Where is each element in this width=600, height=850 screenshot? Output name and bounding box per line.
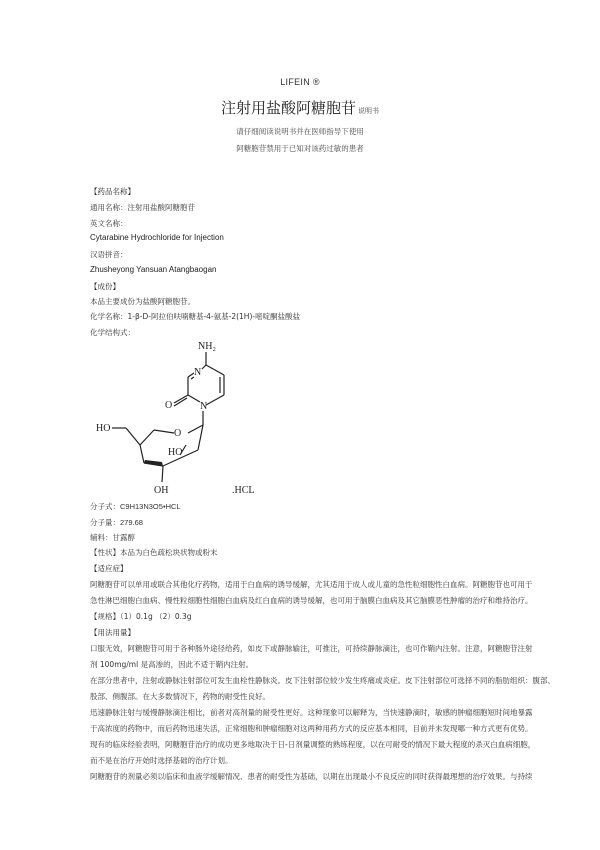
pinyin-label: 汉语拼音： — [90, 250, 128, 259]
indications-heading: 【适应症】 — [90, 564, 128, 573]
brand-name: LIFEIN ® — [280, 77, 320, 87]
dosage-line-4: 股部、侧腹部。在大多数情况下，药物的耐受性良好。 — [90, 692, 270, 701]
hcl-label: .HCL — [232, 485, 255, 496]
dosage-line-8: 而不是在治疗开始时选择基础的治疗计划。 — [90, 756, 233, 765]
ring-nitrogen-upper: N — [194, 367, 202, 378]
indications-line-2: 急性淋巴细胞白血病、慢性粒细胞性细胞白血病及红白血病的诱导缓解，也可用于脑膜白血病及其它脑膜恶性肿瘤的治疗和维持治疗。 — [90, 596, 533, 605]
amino-group-label: NH₂ — [198, 341, 216, 352]
dosage-line-3: 在部分患者中，注射或静脉注射部位可发生血栓性静脉炎。皮下注射部位较少发生疼痛或炎症。皮下注射部位可选择不同的脂肪组织：腹部、 — [90, 676, 555, 685]
composition-heading: 【成份】 — [90, 282, 120, 291]
specs — [90, 611, 192, 622]
hydroxyl-left: HO — [96, 423, 111, 434]
generic-name-label: 通用名称： — [90, 203, 128, 212]
specs-heading: 【规格】 — [90, 612, 120, 621]
specs-text: （1）0.1g （2）0.3g — [120, 612, 192, 621]
ring-nitrogen-lower: N — [200, 401, 208, 412]
formula-value: C9H13N3O5•HCL — [120, 502, 181, 511]
pinyin-value: Zhusheyong Yansuan Atangbaogan — [90, 265, 217, 274]
formula-label: 分子式： — [90, 502, 120, 511]
hydroxyl-right: HO — [168, 447, 183, 458]
chemical-name-value: 1-β-D-阿拉伯呋喃糖基-4-氨基-2(1H)-嘧啶酮盐酸盐 — [127, 312, 301, 321]
dosage-line-6: 于高浓度的药物中，而后药物迅速失活，正常细胞和肿瘤细胞对这两种用药方式的反应基本相同，目前并未发现哪一种方式更有优势。 — [90, 724, 533, 733]
title-suffix: 说明书 — [358, 107, 379, 115]
weight-label: 分子量： — [90, 518, 120, 527]
structure-label: 化学结构式： — [90, 328, 135, 337]
main-ingredient: 本品主要成份为盐酸阿糖胞苷。 — [90, 297, 195, 306]
molecular-weight — [90, 517, 143, 528]
properties-text: 本品为白色疏松块状物或粉末 — [120, 548, 218, 557]
generic-name — [90, 202, 195, 213]
dosage-heading: 【用法用量】 — [90, 628, 135, 637]
chemical-name — [90, 311, 300, 322]
chemical-structure-diagram — [88, 335, 288, 500]
dosage-line-5: 迅速静脉注射与缓慢静脉滴注相比，前者对高剂量的耐受性更好。这种现象可以解释为，当快速静滴时，敏感的肿瘤细胞短时间地暴露 — [90, 708, 533, 717]
warning-line-1: 请仔细阅读说明书并在医师指导下使用 — [236, 127, 364, 136]
molecular-formula — [90, 501, 181, 512]
ring-oxygen: O — [174, 428, 182, 439]
title-main: 注射用盐酸阿糖胞苷 — [220, 99, 356, 117]
warning-line-2: 阿糖胞苷禁用于已知对该药过敏的患者 — [236, 144, 364, 153]
indications-line-1: 阿糖胞苷可以单用或联合其他化疗药物，适用于白血病的诱导缓解，尤其适用于成人或儿童的急性粒细胞性白血病。阿糖胞苷也可用于 — [90, 580, 533, 589]
excipient: 辅料：甘露醇 — [90, 533, 135, 542]
drug-name-heading: 【药品名称】 — [90, 187, 135, 196]
properties — [90, 547, 218, 558]
generic-name-value: 注射用盐酸阿糖胞苷 — [127, 203, 195, 212]
properties-heading: 【性状】 — [90, 548, 120, 557]
english-name-value: Cytarabine Hydrochloride for Injection — [90, 233, 224, 242]
dosage-line-1: 口服无效，阿糖胞苷可用于各种肠外途径给药，如皮下或静脉输注，可推注，可持续静脉滴注，也可作鞘内注射。注意，阿糖胞苷注射 — [90, 644, 533, 653]
dosage-line-2: 剂 100mg/ml 是高渗的，因此不适于鞘内注射。 — [90, 660, 254, 669]
english-name-label: 英文名称： — [90, 219, 128, 228]
carbonyl-oxygen: O — [165, 400, 173, 411]
dosage-line-7: 现有的临床经验表明，阿糖胞苷治疗的成功更多地取决于日-日剂量调整的熟练程度，以在可耐受的情况下最大程度的杀灭白血病细胞， — [90, 740, 536, 749]
document-title — [0, 97, 600, 118]
chemical-name-label: 化学名称： — [90, 312, 128, 321]
hydroxyl-bottom: OH — [154, 485, 169, 496]
dosage-line-9: 阿糖胞苷的剂量必须以临床和血液学缓解情况、患者的耐受性为基础，以期在出现最小不良反应的同时获得最理想的治疗效果。与持续 — [90, 772, 533, 781]
weight-value: 279.68 — [120, 518, 143, 527]
